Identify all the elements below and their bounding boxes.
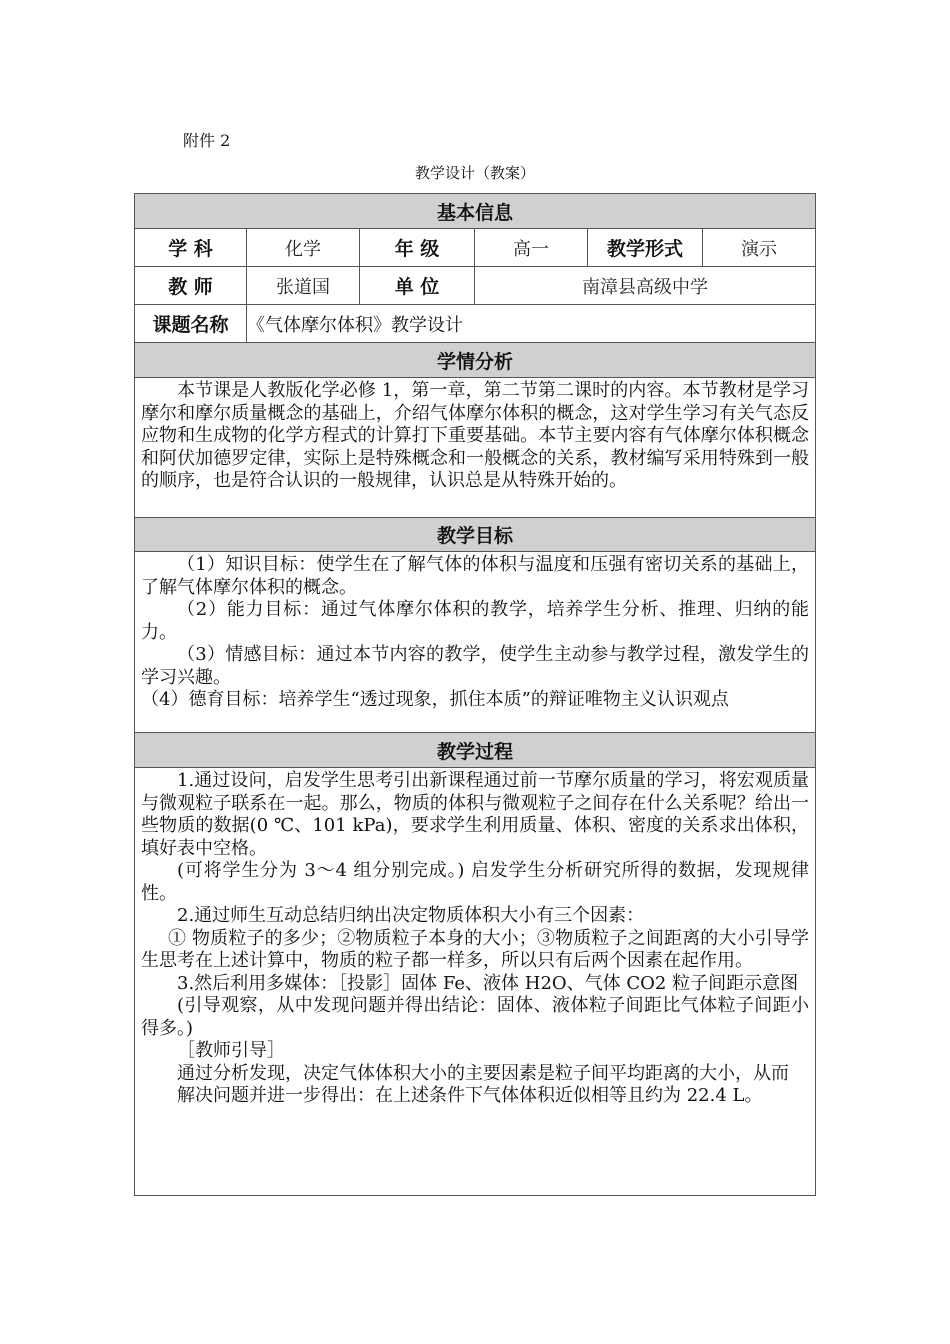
analysis-text: 本节课是人教版化学必修 1，第一章，第二节第二课时的内容。本节教材是学习摩尔和摩尔质量概念的基础上，介绍气体摩尔体积的概念，这对学生学习有关气态反应物和生成物的化学方程式的计算打下重要基础。本节主要内容有气体摩尔体积概念和阿伏加德罗定律，实际上是特殊概念和一般概念的关系，教材编写采用特殊到一般的顺序，也是符合认识的一般规律，认识总是从特殊开始的。 — [141, 380, 810, 491]
process-paragraph: 3.然后利用多媒体：［投影］固体 Fe、液体 H2O、气体 CO2 粒子间距示意图 — [177, 972, 799, 994]
process-paragraph: 解决问题并进一步得出：在上述条件下气体体积近似相等且约为 22.4 L。 — [177, 1085, 763, 1106]
goal-emotion: （3）情感目标：通过本节内容的教学，使学生主动参与教学过程，激发学生的学习兴趣。 — [141, 644, 810, 688]
teaching-form-label: 教学形式 — [588, 229, 703, 267]
teacher-label: 教 师 — [135, 267, 247, 305]
attachment-label: 附件 2 — [183, 131, 231, 150]
goal-knowledge: （1）知识目标：使学生在了解气体的体积与温度和压强有密切关系的基础上，了解气体摩尔体积的概念。 — [141, 554, 810, 598]
section-header-goals: 教学目标 — [135, 518, 816, 552]
unit-value: 南漳县高级中学 — [475, 267, 816, 305]
analysis-body — [135, 378, 816, 518]
process-body — [135, 768, 816, 1196]
grade-label: 年 级 — [360, 229, 475, 267]
topic-label: 课题名称 — [135, 305, 247, 343]
section-header-analysis: 学情分析 — [135, 343, 816, 378]
process-paragraph: (引导观察，从中发现问题并得出结论：固体、液体粒子间距比气体粒子间距小得多。) — [141, 995, 810, 1039]
grade-value: 高一 — [475, 229, 588, 267]
document-title: 教学设计（教案） — [414, 164, 535, 182]
topic-value: 《气体摩尔体积》教学设计 — [247, 305, 816, 343]
process-paragraph: 1.通过设问，启发学生思考引出新课程通过前一节摩尔质量的学习，将宏观质量与微观粒子联系在一起。那么，物质的体积与微观粒子之间存在什么关系呢？给出一些物质的数据(0 ℃、101 kPa)，要求学生利用质量、体积、密度的关系求出体积，填好表中空格。 — [141, 770, 810, 859]
goals-body — [135, 552, 816, 733]
subject-label: 学 科 — [135, 229, 247, 267]
process-paragraph: 2.通过师生互动总结归纳出决定物质体积大小有三个因素： — [177, 905, 645, 926]
lesson-plan-table — [134, 193, 816, 1196]
process-paragraph: ［教师引导］ — [177, 1040, 285, 1061]
goal-ability: （2）能力目标：通过气体摩尔体积的教学，培养学生分析、推理、归纳的能力。 — [141, 599, 810, 643]
subject-value: 化学 — [247, 229, 360, 267]
section-header-process: 教学过程 — [135, 733, 816, 768]
goal-moral: （4）德育目标：培养学生“透过现象，抓住本质”的辩证唯物主义认识观点 — [141, 689, 729, 710]
unit-label: 单 位 — [360, 267, 475, 305]
teacher-value: 张道国 — [247, 267, 360, 305]
process-paragraph: (可将学生分为 3～4 组分别完成。) 启发学生分析研究所得的数据，发现规律性。 — [141, 860, 810, 904]
section-header-basic-info: 基本信息 — [135, 194, 816, 229]
teaching-form-value: 演示 — [703, 229, 816, 267]
process-paragraph: 通过分析发现，决定气体体积大小的主要因素是粒子间平均距离的大小，从而 — [177, 1062, 789, 1084]
process-paragraph: ① 物质粒子的多少；②物质粒子本身的大小；③物质粒子之间距离的大小引导学生思考在上述计算中，物质的粒子都一样多，所以只有后两个因素在起作用。 — [141, 927, 810, 971]
